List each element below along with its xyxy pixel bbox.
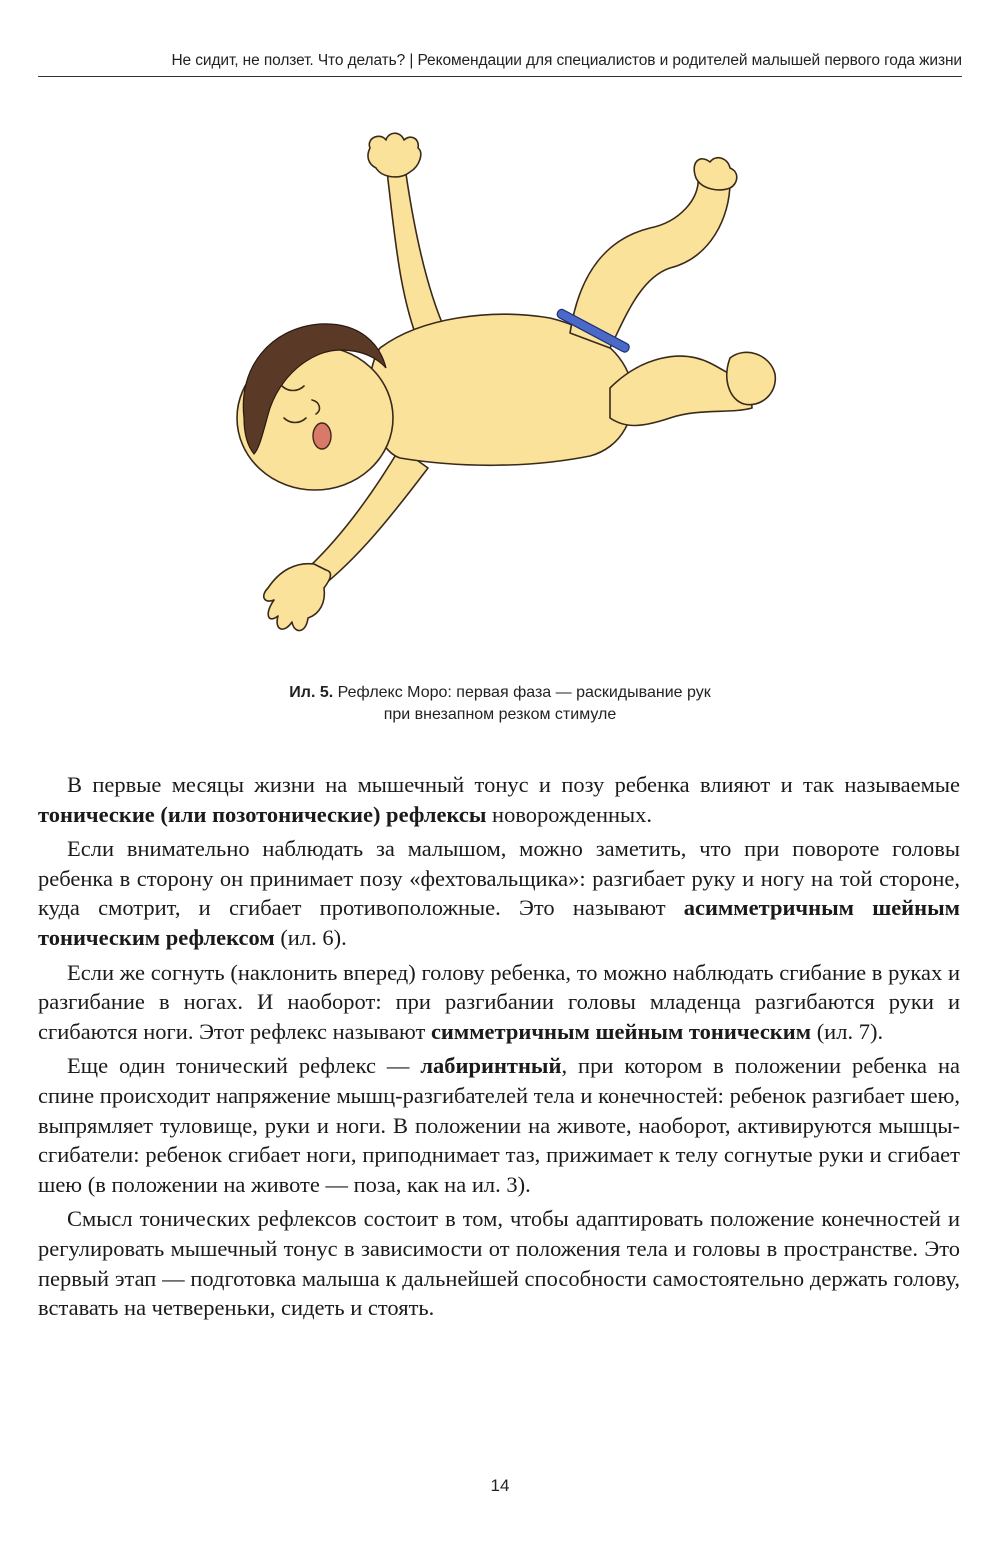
open-hand [264,564,331,631]
lower-foot [727,352,776,404]
page-number: 14 [490,1476,510,1495]
figure-caption [200,682,800,726]
bold-term: асимметричным шейным тоническим рефлексом [38,895,961,950]
paragraph-2 [38,834,960,952]
paragraph-text: Если же согнуть (наклонить вперед) голову ребенка, то можно наблюдать сгибание в руках и разгибание в ногах. И наоборот: при разгибании головы младенца разгибаются руки и сгибаются ноги. Этот рефлекс называют [38,959,960,1044]
caption-line-1: Рефлекс Моро: первая фаза — раскидывание рук [337,684,711,701]
paragraph-5 [38,1204,960,1322]
figure [230,118,780,668]
paragraph-text: Смысл тонических рефлексов состоит в том, чтобы адаптировать положение конечностей и регулировать мышечный тонус в зависимости от положения тела и головы в пространстве. Это первый этап — подготовка малыша к дальнейшей способности самостоятельно держать голову, вставать на четвереньки, сидеть и стоять. [38,1206,960,1321]
running-header: Не сидит, не ползет. Что делать? | Рекомендации для специалистов и родителей малышей первого года жизни [171,52,962,69]
bold-term: лабиринтный [420,1053,562,1079]
bent-leg [570,178,730,348]
body-text [38,770,960,1328]
paragraph-3 [38,958,960,1047]
paragraph-4 [38,1051,960,1199]
paragraph-text: (ил. 6). [274,924,347,950]
header-rule [38,76,962,77]
caption-line-2: при внезапном резком стимуле [383,706,617,723]
bold-term: тонические (или позотонические) рефлексы [38,801,487,827]
raised-fist [368,133,421,177]
paragraph-1 [38,770,960,829]
paragraph-text: Если внимательно наблюдать за малышом, можно заметить, что при повороте головы ребенка в сторону он принимает позу «фехтовальщика»: разгибает руку и ногу на той стороне, куда смотрит, и сгибает противоположные. Это называют [38,836,960,921]
paragraph-text: Еще один тонический рефлекс — [67,1053,421,1079]
paragraph-text: новорожденных. [486,801,653,827]
paragraph-text: В первые месяцы жизни на мышечный тонус и позу ребенка влияют и так называемые [67,772,960,797]
bold-term: симметричным шейным тоническим [430,1018,812,1044]
paragraph-text: , при котором в положении ребенка на спине происходит напряжение мышц-разгибателей тела и конечностей: ребенок разгибает шею, выпрямляет туловище, руки и ноги. В положении на животе, наоборот, активируются мышцы-сгибатели: ребенок сгибает ноги, приподнимает таз, прижимает к телу согнутые руки и сгибает шею (в положении на животе — поза, как на ил. 3). [38,1053,960,1197]
paragraph-text: (ил. 7). [811,1018,884,1044]
mouth [313,423,331,449]
raised-arm [388,167,446,346]
caption-label: Ил. 5. [289,684,334,701]
baby-moro-reflex-illustration [230,118,780,668]
